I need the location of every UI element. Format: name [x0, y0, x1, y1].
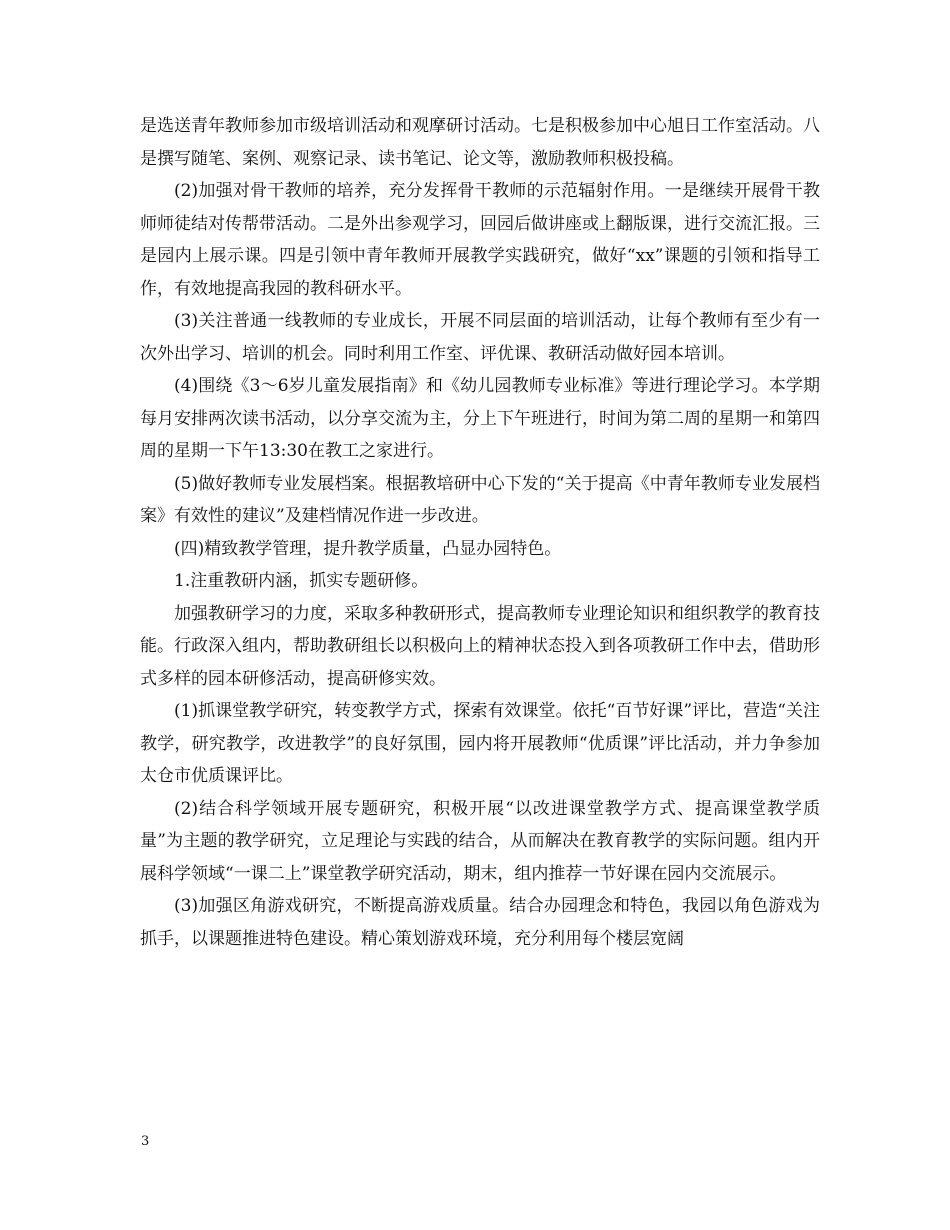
paragraph-1: 是选送青年教师参加市级培训活动和观摩研讨活动。七是积极参加中心旭日工作室活动。八是撰写随笔、案例、观察记录、读书笔记、论文等，激励教师积极投稿。 [140, 116, 820, 169]
paragraph-2: (2)加强对骨干教师的培养，充分发挥骨干教师的示范辐射作用。一是继续开展骨干教师师徒结对传帮带活动。二是外出参观学习，回园后做讲座或上翻版课，进行交流汇报。三是园内上展示课。四是引领中青年教师开展教学实践研究，做好“xx”课题的引领和指导工作，有效地提高我园的教科研水平。 [140, 181, 820, 299]
page-number: 3 [141, 1134, 150, 1149]
paragraph-7: (1)抓课堂教学研究，转变教学方式，探索有效课堂。依托“百节好课”评比，营造“关注教学，研究教学，改进教学”的良好氛围，园内将开展教师“优质课”评比活动，并力争参加太仓市优质课评比。 [140, 701, 820, 786]
document-body [140, 110, 820, 955]
paragraph-3: (3)关注普通一线教师的专业成长，开展不同层面的培训活动，让每个教师有至少有一次外出学习、培训的机会。同时利用工作室、评优课、教研活动做好园本培训。 [140, 311, 820, 364]
section-heading-4: (四)精致教学管理，提升教学质量，凸显办园特色。 [174, 538, 562, 559]
paragraph-6: 加强教研学习的力度，采取多种教研形式，提高教师专业理论知识和组织教学的教育技能。行政深入组内，帮助教研组长以积极向上的精神状态投入到各项教研工作中去，借助形式多样的园本研修活动，提高研修实效。 [140, 603, 820, 689]
paragraph-5: (5)做好教师专业发展档案。根据教培研中心下发的“关于提高《中青年教师专业发展档案》有效性的建议”及建档情况作进一步改进。 [140, 473, 820, 526]
paragraph-8: (2)结合科学领域开展专题研究，积极开展“以改进课堂教学方式、提高课堂教学质量”为主题的教学研究，立足理论与实践的结合，从而解决在教育教学的实际问题。组内开展科学领域“一课二上”课堂教学研究活动，期末，组内推荐一节好课在园内交流展示。 [140, 798, 820, 884]
paragraph-9: (3)加强区角游戏研究，不断提高游戏质量。结合办园理念和特色，我园以角色游戏为抓手，以课题推进特色建设。精心策划游戏环境，充分利用每个楼层宽阔 [140, 896, 820, 949]
subsection-heading-1: 1.注重教研内涵，抓实专题研修。 [174, 571, 429, 591]
paragraph-4: (4)围绕《3～6岁儿童发展指南》和《幼儿园教师专业标准》等进行理论学习。本学期每月安排两次读书活动，以分享交流为主，分上下午班进行，时间为第二周的星期一和第四周的星期一下午13:30在教工之家进行。 [140, 376, 820, 461]
